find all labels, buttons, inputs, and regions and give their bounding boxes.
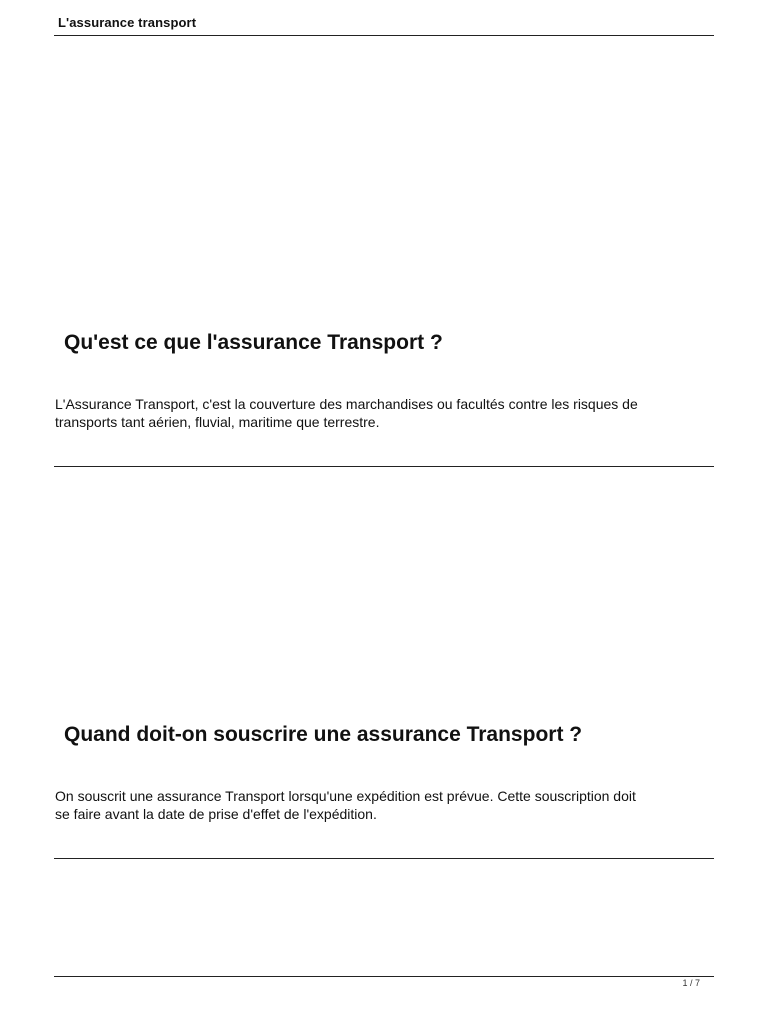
section-heading: Qu'est ce que l'assurance Transport ? (64, 331, 443, 354)
section-body: L'Assurance Transport, c'est la couverture des marchandises ou facultés contre les risques de transports tant aérien, fluvial, maritime que terrestre. (55, 396, 638, 430)
section-divider (54, 858, 714, 859)
page-number: 1 / 7 (682, 978, 700, 988)
section-heading: Quand doit-on souscrire une assurance Transport ? (64, 723, 583, 746)
document-header-title: L'assurance transport (58, 15, 197, 30)
footer-divider (54, 976, 714, 977)
section-body: On souscrit une assurance Transport lorsqu'une expédition est prévue. Cette souscription doit se faire avant la date de prise d'effet de l'expédition. (55, 788, 636, 822)
section-divider (54, 466, 714, 467)
header-divider (54, 35, 714, 36)
